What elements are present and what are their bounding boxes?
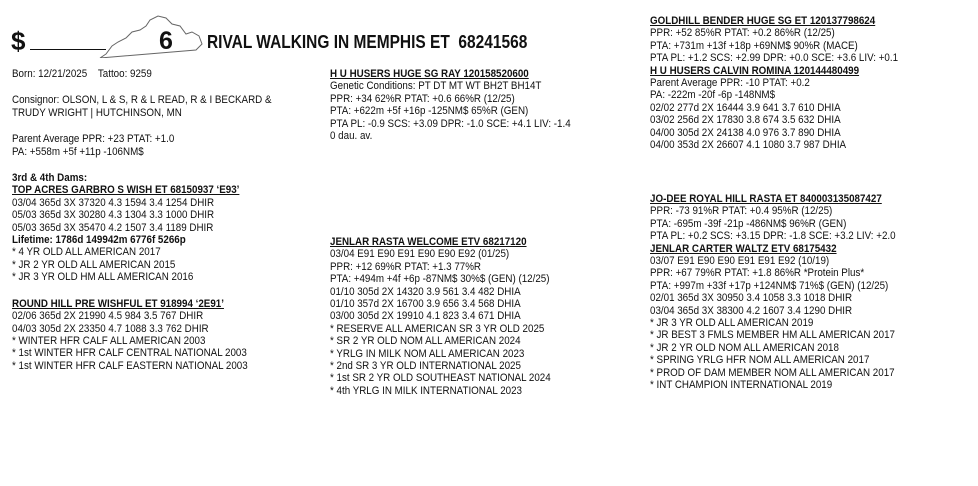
sire-name: H U HUSERS HUGE SG RAY 120158520600 xyxy=(330,68,529,80)
dam-info-line: PTA: +997m +33f +17p +124NM$ 71%$ (GEN) (12/25) xyxy=(650,279,889,292)
right-sire-block xyxy=(650,15,898,151)
dam-info-line: 03/04 365d 3X 38300 4.2 1607 3.4 1290 DHIR xyxy=(650,304,853,317)
award-line: * INT CHAMPION INTERNATIONAL 2019 xyxy=(650,379,833,392)
sire-info-line: PTA PL: +0.2 SCS: +3.15 DPR: -1.8 SCE: +3.2 LIV: +2.0 xyxy=(650,230,896,243)
birth-tattoo-line xyxy=(12,68,272,80)
sire-info-line: PTA: -695m -39f -21p -486NM$ 96%R (GEN) xyxy=(650,217,847,230)
tattoo: Tattoo: 9259 xyxy=(97,68,152,80)
lifetime-record: Lifetime: 1786d 149942m 6776f 5266p xyxy=(12,234,186,247)
fourth-dam-name: ROUND HILL PRE WISHFUL ET 918994 ‘2E91’ xyxy=(12,297,224,310)
sire-info-line: PTA PL: +1.2 SCS: +2.99 DPR: +0.0 SCE: +3.6 LIV: +0.1 xyxy=(650,52,899,65)
middle-dam-block xyxy=(330,236,551,397)
consignor-line: Consignor: OLSON, L & S, R & L READ, R & I BECKARD & xyxy=(12,94,272,107)
dam-info-line: 02/01 365d 3X 30950 3.4 1058 3.3 1018 DHIR xyxy=(650,292,853,305)
dam-info-line: Parent Average PPR: -10 PTAT: +0.2 xyxy=(650,77,810,90)
sire-info-line: PPR: +52 85%R PTAT: +0.2 86%R (12/25) xyxy=(650,27,835,40)
dams-heading: 3rd & 4th Dams: xyxy=(12,172,88,185)
production-record: 03/04 365d 3X 37320 4.3 1594 3.4 1254 DHIR xyxy=(12,196,215,209)
animal-title xyxy=(207,32,527,53)
award-line: * RESERVE ALL AMERICAN SR 3 YR OLD 2025 xyxy=(330,322,545,335)
award-line: * WINTER HFR CALF ALL AMERICAN 2003 xyxy=(12,334,206,347)
sire-info-line: Genetic Conditions: PT DT MT WT BH2T BH14T xyxy=(330,80,542,93)
dam-info-line: 03/02 256d 2X 17830 3.8 674 3.5 632 DHIA xyxy=(650,114,841,127)
production-record: 02/06 365d 2X 21990 4.5 984 3.5 767 DHIR xyxy=(12,310,204,323)
award-line: * 1st WINTER HFR CALF EASTERN NATIONAL 2003 xyxy=(12,359,248,372)
maternal-grandsire-name: JO-DEE ROYAL HILL RASTA ET 840003135087427 xyxy=(650,193,882,205)
award-line: * SR 2 YR OLD NOM ALL AMERICAN 2024 xyxy=(330,335,521,348)
award-line: * JR 2 YR OLD ALL AMERICAN 2015 xyxy=(12,258,176,271)
sire-info-line: PTA: +622m +5f +16p -125NM$ 65%R (GEN) xyxy=(330,105,529,118)
award-line: * JR BEST 3 FMLS MEMBER HM ALL AMERICAN 2017 xyxy=(650,329,895,342)
production-record: 04/03 305d 2X 23350 4.7 1088 3.3 762 DHIR xyxy=(12,322,209,335)
award-line: * 4th YRLG IN MILK INTERNATIONAL 2023 xyxy=(330,384,523,397)
dam-name: JENLAR RASTA WELCOME ETV 68217120 xyxy=(330,236,527,248)
production-record: 05/03 365d 3X 35470 4.2 1507 3.4 1189 DHIR xyxy=(12,221,214,234)
dam-info-line: 01/10 357d 2X 16700 3.9 656 3.4 568 DHIA xyxy=(330,298,521,311)
parent-average-line: PA: +558m +5f +11p -106NM$ xyxy=(12,145,144,158)
sire-info-line: PPR: +34 62%R PTAT: +0.6 66%R (12/25) xyxy=(330,92,515,105)
award-line: * JR 3 YR OLD HM ALL AMERICAN 2016 xyxy=(12,271,194,284)
sire-info-line: 0 dau. av. xyxy=(330,130,373,143)
dam-info-line: 03/00 305d 2X 19910 4.1 823 3.4 671 DHIA xyxy=(330,310,521,323)
dam-info-line: 02/02 277d 2X 16444 3.9 641 3.7 610 DHIA xyxy=(650,101,841,114)
dam-info-line: 03/07 E91 E90 E90 E91 E91 E92 (10/19) xyxy=(650,255,830,268)
animal-name: RIVAL WALKING IN MEMPHIS ET xyxy=(207,32,450,52)
price-blank-line xyxy=(30,49,106,50)
award-line: * 1st SR 2 YR OLD SOUTHEAST NATIONAL 2024 xyxy=(330,372,551,385)
award-line: * YRLG IN MILK NOM ALL AMERICAN 2023 xyxy=(330,347,525,360)
award-line: * JR 3 YR OLD ALL AMERICAN 2019 xyxy=(650,317,814,330)
sire-info-line: PTA: +731m +13f +18p +69NM$ 90%R (MACE) xyxy=(650,39,858,52)
dam-info-line: PPR: +67 79%R PTAT: +1.8 86%R *Protein Plus* xyxy=(650,267,865,280)
paternal-granddam-name: H U HUSERS CALVIN ROMINA 120144480499 xyxy=(650,64,860,77)
third-dam-name: TOP ACRES GARBRO S WISH ET 68150937 ‘E93’ xyxy=(12,184,240,197)
maternal-granddam-name: JENLAR CARTER WALTZ ETV 68175432 xyxy=(650,242,837,255)
lot-number: 6 xyxy=(159,27,173,55)
kentucky-state-outline-icon xyxy=(96,14,206,58)
award-line: * 2nd SR 3 YR OLD INTERNATIONAL 2025 xyxy=(330,360,521,373)
dam-info-line: PPR: +12 69%R PTAT: +1.3 77%R xyxy=(330,260,482,273)
award-line: * SPRING YRLG HFR NOM ALL AMERICAN 2017 xyxy=(650,354,870,367)
dam-info-line: 04/00 353d 2X 26607 4.1 1080 3.7 987 DHIA xyxy=(650,139,847,152)
award-line: * 1st WINTER HFR CALF CENTRAL NATIONAL 2003 xyxy=(12,347,247,360)
consignor-line: TRUDY WRIGHT | HUTCHINSON, MN xyxy=(12,106,182,119)
dam-info-line: PTA: +494m +4f +6p -87NM$ 30%$ (GEN) (12/25) xyxy=(330,273,550,286)
left-column xyxy=(12,68,272,372)
dam-info-line: 03/04 E91 E90 E91 E90 E90 E92 (01/25) xyxy=(330,248,510,261)
birth-date: Born: 12/21/2025 xyxy=(12,68,88,80)
right-dam-block xyxy=(650,193,896,392)
dam-info-line: PA: -222m -20f -6p -148NM$ xyxy=(650,89,776,102)
dam-info-line: 01/10 305d 2X 14320 3.9 561 3.4 482 DHIA xyxy=(330,285,521,298)
parent-average-line: Parent Average PPR: +23 PTAT: +1.0 xyxy=(12,133,175,146)
sire-info-line: PTA PL: -0.9 SCS: +3.09 DPR: -1.0 SCE: +4.1 LIV: -1.4 xyxy=(330,117,571,130)
award-line: * JR 2 YR OLD NOM ALL AMERICAN 2018 xyxy=(650,341,839,354)
paternal-grandsire-name: GOLDHILL BENDER HUGE SG ET 120137798624 xyxy=(650,15,876,27)
price-dollar-sign: $ xyxy=(11,26,26,56)
award-line: * PROD OF DAM MEMBER NOM ALL AMERICAN 2017 xyxy=(650,366,895,379)
award-line: * 4 YR OLD ALL AMERICAN 2017 xyxy=(12,246,161,259)
registration-number: 68241568 xyxy=(458,32,528,52)
sire-info-line: PPR: -73 91%R PTAT: +0.4 95%R (12/25) xyxy=(650,205,833,218)
middle-column xyxy=(330,68,571,142)
dam-info-line: 04/00 305d 2X 24138 4.0 976 3.7 890 DHIA xyxy=(650,126,841,139)
production-record: 05/03 365d 3X 30280 4.3 1304 3.3 1000 DHIR xyxy=(12,209,215,222)
